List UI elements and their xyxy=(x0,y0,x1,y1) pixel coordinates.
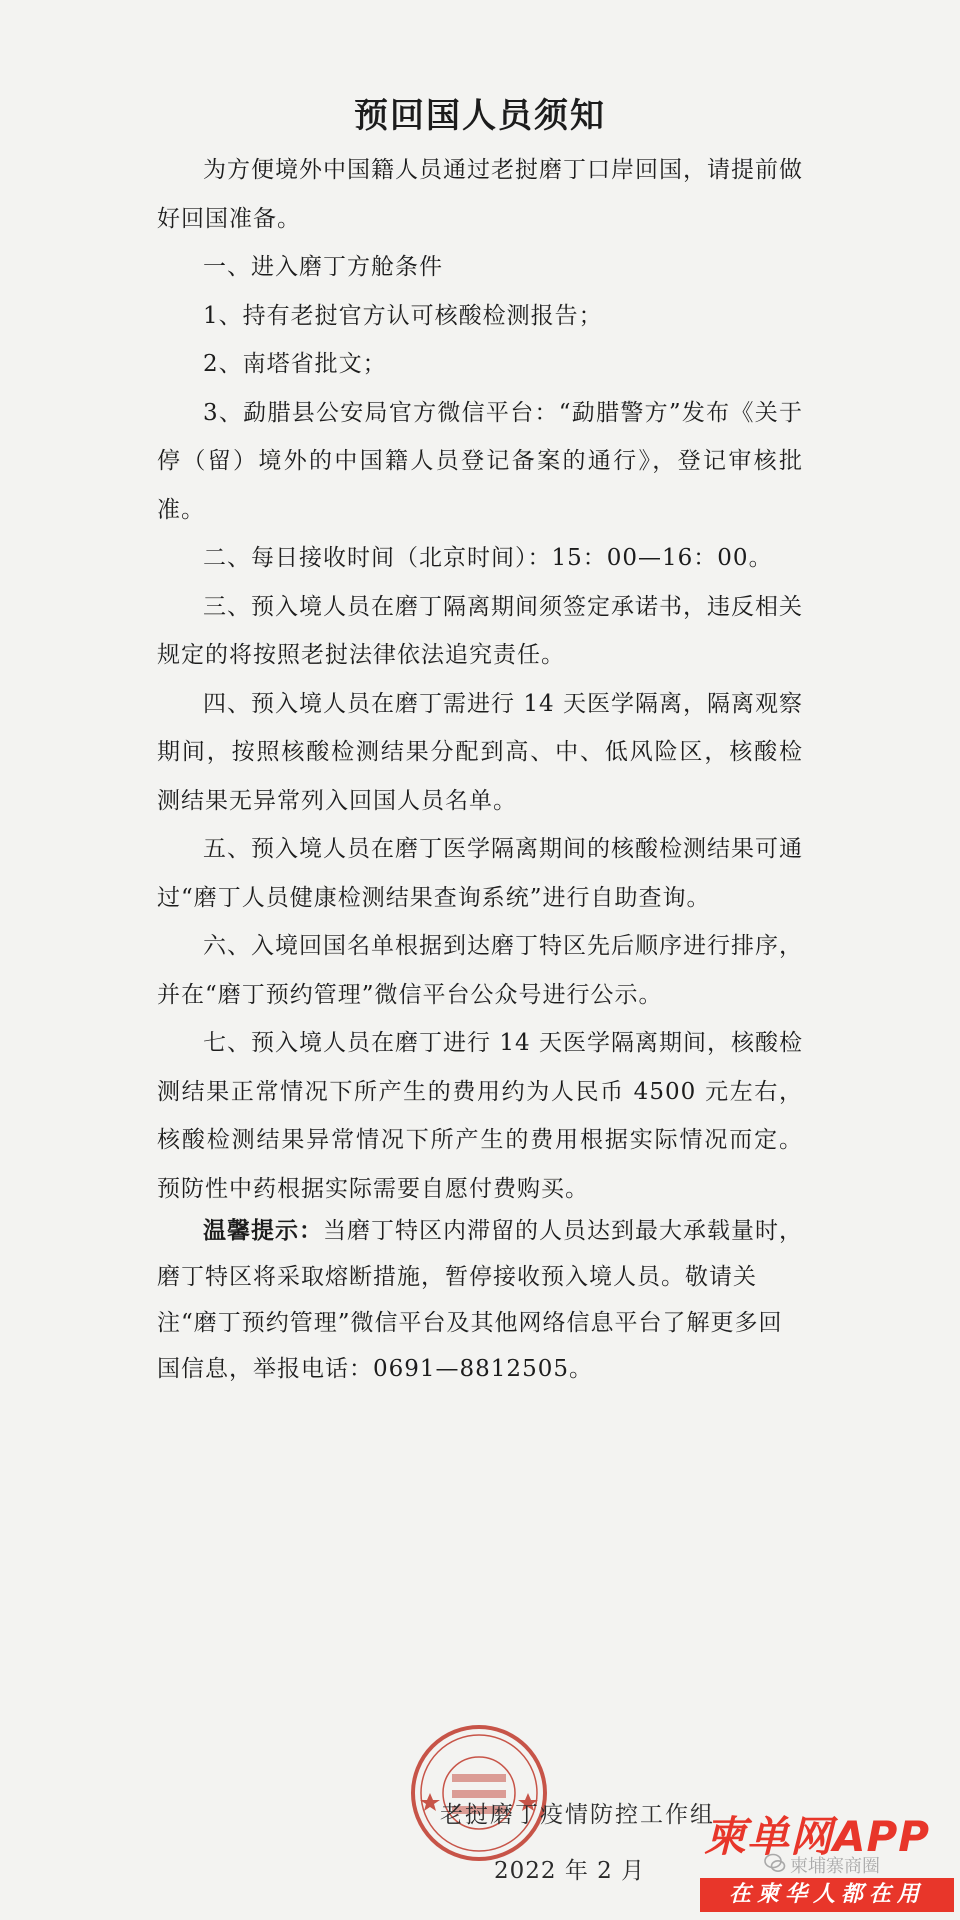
document-body xyxy=(157,146,803,1213)
signature-date: 2022 年 2 月 xyxy=(494,1858,646,1884)
notice-text: 当磨丁特区内滞留的人员达到最大承载量时，磨丁特区将采取熔断措施，暂停接收预入境人员。敬请关注“磨丁预约管理”微信平台及其他网络信息平台了解更多回国信息，举报电话：0691—8812505。 xyxy=(157,1218,803,1382)
watermark-account: 柬埔寨商圈 xyxy=(790,1856,880,1877)
section-5: 五、预入境人员在磨丁医学隔离期间的核酸检测结果可通过“磨丁人员健康检测结果查询系统”进行自助查询。 xyxy=(157,836,803,911)
condition-2: 2、南塔省批文； xyxy=(203,351,387,377)
official-seal xyxy=(408,1722,550,1864)
section-3: 三、预入境人员在磨丁隔离期间须签定承诺书，违反相关规定的将按照老挝法律依法追究责任。 xyxy=(157,593,803,668)
section-7: 七、预入境人员在磨丁进行 14 天医学隔离期间，核酸检测结果正常情况下所产生的费用约为人民币 4500 元左右，核酸检测结果异常情况下所产生的费用根据实际情况而定。预防性中药根据实际需要自愿付费购买。 xyxy=(157,1030,803,1202)
watermark-slogan: 在柬华人都在用 xyxy=(700,1878,954,1912)
intro-paragraph: 为方便境外中国籍人员通过老挝磨丁口岸回国，请提前做好回国准备。 xyxy=(157,157,803,232)
condition-3: 3、勐腊县公安局官方微信平台：“勐腊警方”发布《关于停（留）境外的中国籍人员登记备案的通行》，登记审核批准。 xyxy=(157,399,803,523)
section-2: 二、每日接收时间（北京时间）：15：00—16：00。 xyxy=(203,545,773,571)
page-title: 预回国人员须知 xyxy=(354,96,606,136)
condition-1: 1、持有老挝官方认可核酸检测报告； xyxy=(203,302,603,329)
section-6: 六、入境回国名单根据到达磨丁特区先后顺序进行排序，并在“磨丁预约管理”微信平台公众号进行公示。 xyxy=(157,933,803,1008)
warm-reminder xyxy=(157,1208,803,1392)
notice-label: 温馨提示： xyxy=(203,1218,323,1244)
section-4: 四、预入境人员在磨丁需进行 14 天医学隔离，隔离观察期间，按照核酸检测结果分配到高、中、低风险区，核酸检测结果无异常列入回国人员名单。 xyxy=(157,690,803,814)
signature-organization: 老挝磨丁疫情防控工作组 xyxy=(440,1802,715,1828)
section-1-heading: 一、进入磨丁方舱条件 xyxy=(203,254,443,280)
watermark-brand-logo: 柬单网APP xyxy=(704,1812,931,1861)
